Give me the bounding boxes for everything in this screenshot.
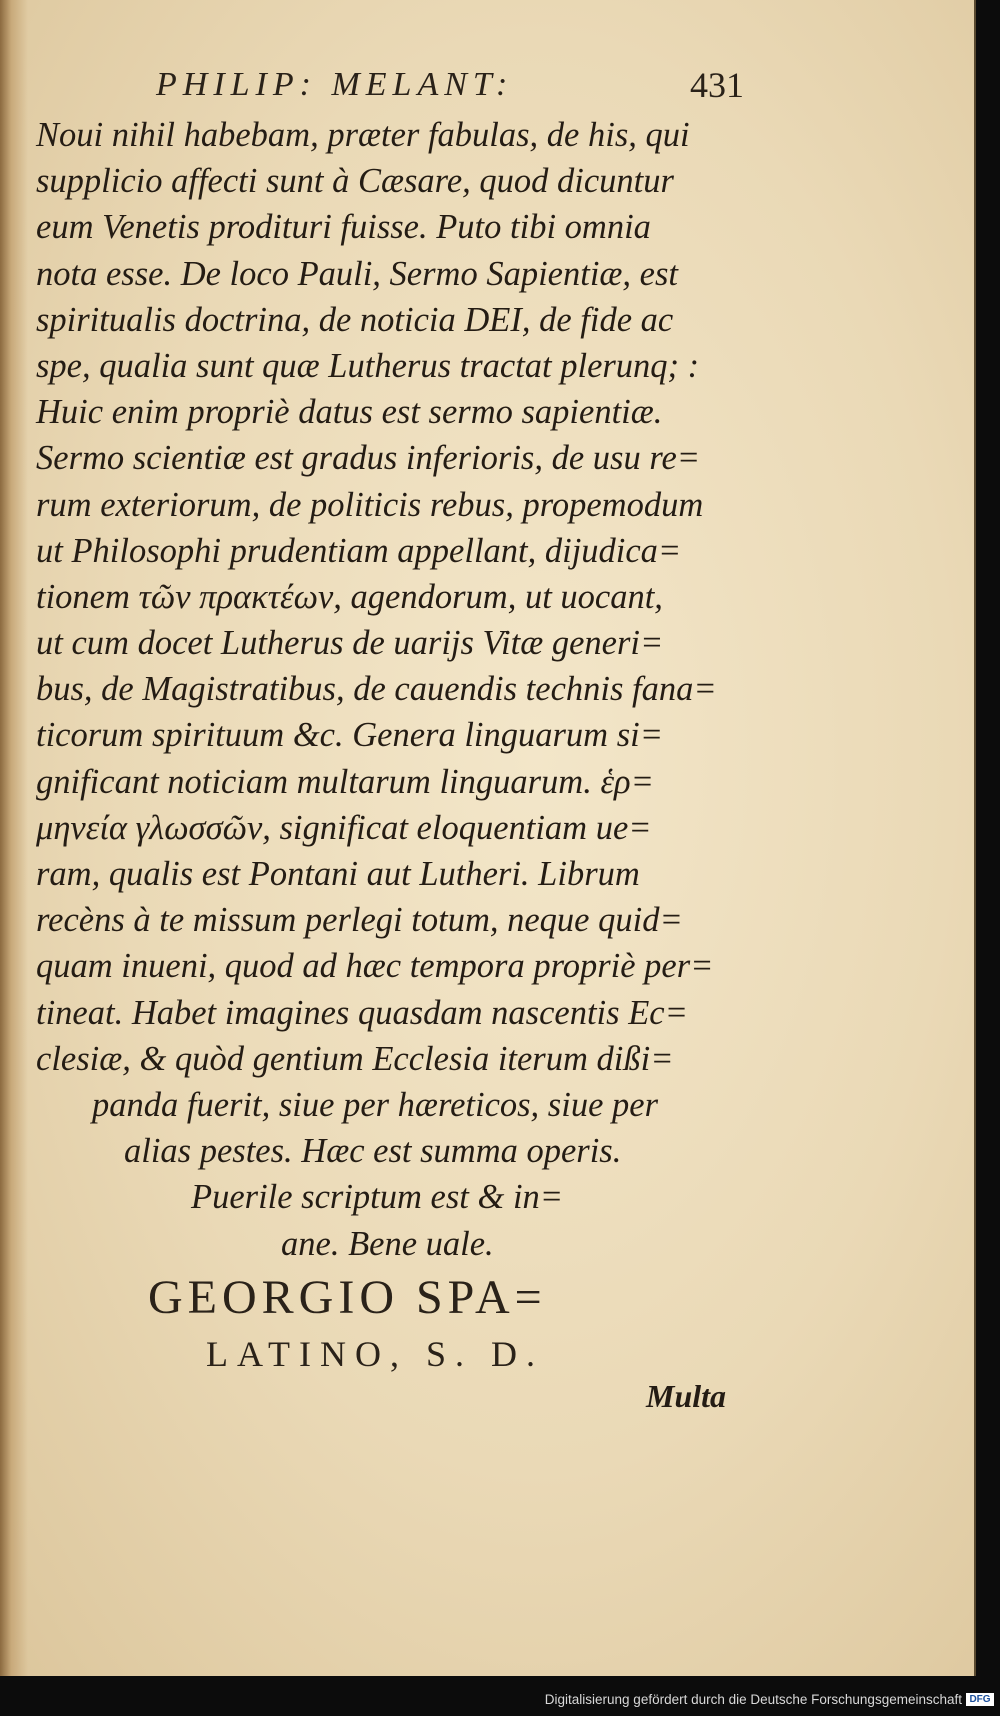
text-line: Huic enim propriè datus est sermo sapientiæ. (36, 393, 663, 432)
text-line: alias pestes. Hæc est summa operis. (124, 1132, 622, 1171)
text-line: bus, de Magistratibus, de cauendis technis fana= (36, 670, 717, 709)
page-header (150, 62, 744, 112)
letter-heading-line1: GEORGIO SPA= (148, 1271, 547, 1324)
text-line: nota esse. De loco Pauli, Sermo Sapientiæ, est (36, 254, 678, 293)
digitization-footer (0, 1686, 1000, 1716)
funding-credit: Digitalisierung gefördert durch die Deutsche Forschungsgemeinschaft (544, 1692, 962, 1707)
text-line: μηνεία γλωσσῶν, significat eloquentiam ue= (36, 808, 652, 847)
page-gutter-shadow (0, 0, 28, 1676)
text-line: Puerile scriptum est & in= (191, 1178, 564, 1217)
text-line: panda fuerit, siue per hæreticos, siue per (92, 1085, 658, 1124)
page-number: 431 (690, 65, 744, 105)
text-line: recèns à te missum perlegi totum, neque quid= (36, 901, 683, 940)
dfg-logo-icon: DFG (966, 1693, 994, 1706)
text-line: clesiæ, & quòd gentium Ecclesia iterum dißi= (36, 1039, 674, 1078)
catchword: Multa (646, 1378, 727, 1414)
letter-body (36, 112, 736, 1267)
text-line: spiritualis doctrina, de noticia DEI, de fide ac (36, 300, 674, 339)
text-line: Sermo scientiæ est gradus inferioris, de usu re= (36, 439, 701, 478)
text-line: rum exteriorum, de politicis rebus, propemodum (36, 485, 704, 524)
text-line: gnificant noticiam multarum linguarum. ἑρ= (36, 762, 654, 801)
text-line: quam inueni, quod ad hæc tempora propriè per= (36, 947, 714, 986)
text-line: spe, qualia sunt quæ Lutherus tractat plerunq; : (36, 346, 700, 385)
text-line: supplicio affecti sunt à Cæsare, quod dicuntur (36, 162, 674, 201)
text-line: ut cum docet Lutherus de uarijs Vitæ generi= (36, 624, 664, 663)
text-line: tionem τῶν πρακτέων, agendorum, ut uocant, (36, 577, 663, 616)
text-line: eum Venetis prodituri fuisse. Puto tibi omnia (36, 208, 651, 247)
text-line: ticorum spirituum &c. Genera linguarum si= (36, 716, 664, 755)
text-line: Noui nihil habebam, præter fabulas, de his, qui (36, 116, 690, 154)
text-line: tineat. Habet imagines quasdam nascentis Ec= (36, 993, 688, 1032)
text-line: ram, qualis est Pontani aut Lutheri. Librum (36, 855, 640, 893)
text-line: ane. Bene uale. (281, 1224, 494, 1263)
text-line: ut Philosophi prudentiam appellant, dijudica= (36, 531, 682, 570)
letter-heading-line2: LATINO, S. D. (206, 1334, 544, 1374)
running-head: PHILIP: MELANT: (156, 66, 514, 103)
